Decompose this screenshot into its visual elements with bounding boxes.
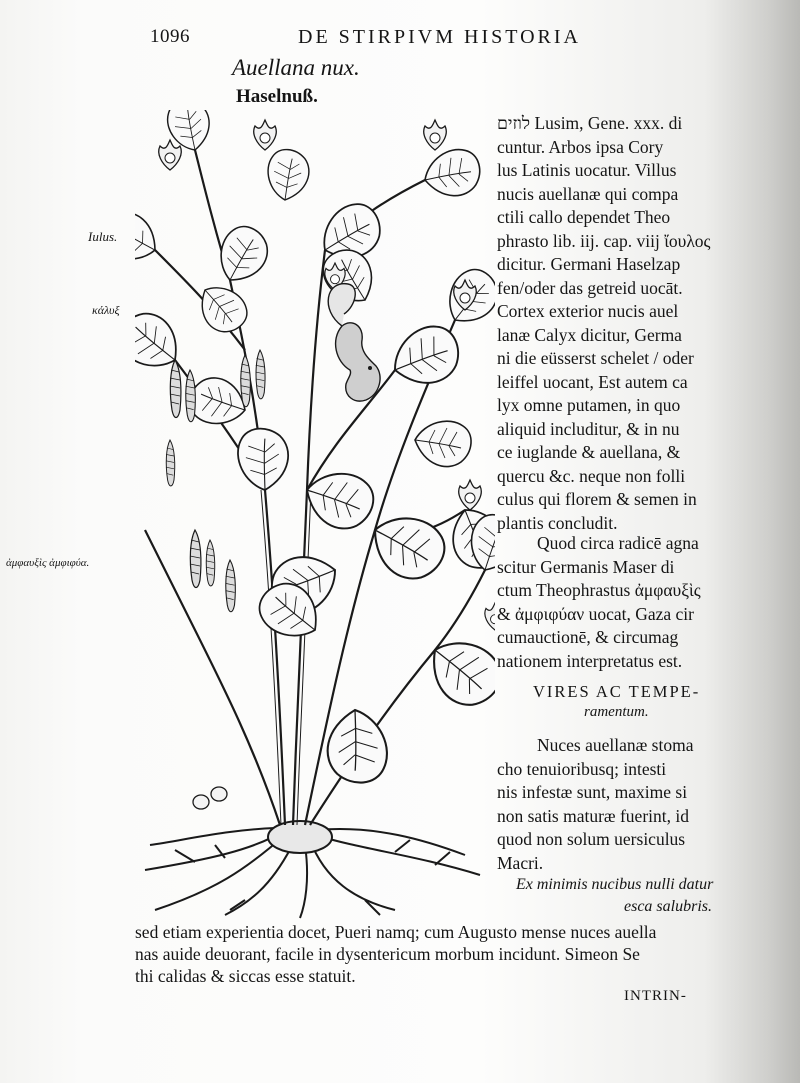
third-line: nis infestæ sunt, maxime si	[497, 782, 688, 802]
third-line: Nuces auellanæ stoma	[537, 735, 694, 755]
section-heading-continuation: ramentum.	[584, 704, 649, 720]
second-line: ctum Theophrastus ἀμφαυξὶς	[497, 580, 701, 600]
second-line: scitur Germanis Maser di	[497, 556, 675, 577]
main-line: dicitur. Germani Haselzap	[497, 254, 681, 274]
running-title: DE STIRPIVM HISTORIA	[298, 26, 581, 48]
margin-note-amphauxis: ἀμφαυξὶς ἀμφιφύα.	[6, 557, 90, 569]
main-line: nucis auellanæ qui compa	[497, 183, 679, 204]
third-line: Macri.	[497, 852, 544, 873]
bottom-text-line-3: thi calidas & siccas esse statuit.	[135, 966, 356, 986]
main-line: ctili callo dependet Theo	[497, 207, 671, 227]
third-line: quod non solum uersiculus	[497, 829, 686, 849]
page-number: 1096	[150, 26, 190, 47]
main-line: Cortex exterior nucis auel	[497, 301, 679, 321]
main-line: leiffel uocant, Est autem ca	[497, 371, 688, 392]
hazel-woodcut-illustration	[135, 110, 495, 922]
second-line: Quod circa radicē agna	[537, 533, 699, 553]
plant-latin-name: Auellana nux.	[232, 55, 360, 80]
main-line: lyx omne putamen, in quo	[497, 395, 681, 415]
main-line: לוזים Lusim, Gene. xxx. di	[497, 113, 683, 133]
main-line: phrasto lib. iij. cap. viij ἴουλος	[497, 230, 711, 251]
third-line: cho tenuioribusq; intesti	[497, 758, 667, 779]
section-heading: VIRES AC TEMPE-	[533, 682, 701, 701]
second-line: cumauctionē, & circumag	[497, 627, 679, 647]
main-line: lanæ Calyx dicitur, Germa	[497, 324, 682, 345]
second-paragraph	[497, 532, 770, 673]
margin-note-iulus: Iulus.	[88, 229, 118, 244]
margin-note-kaluks: κάλυξ	[92, 303, 120, 317]
main-line: culus qui florem & semen in	[497, 489, 697, 509]
main-line: ni die eüsserst schelet / oder	[497, 348, 694, 368]
third-paragraph	[497, 734, 770, 875]
main-line: quercu &c. neque non folli	[497, 465, 686, 486]
squirrel-figure	[328, 284, 380, 401]
bottom-text-line-1: sed etiam experientia docet, Pueri namq; cum Augusto mense nuces auella	[135, 922, 657, 942]
main-text-column	[497, 112, 770, 535]
catchword: INTRIN-	[624, 988, 687, 1004]
main-line: aliquid includitur, & in nu	[497, 418, 680, 439]
plant-german-name: Haselnuß.	[236, 86, 318, 107]
main-line: fen/oder das getreid uocāt.	[497, 277, 683, 298]
main-line: plantis concludit.	[497, 512, 618, 533]
main-line: ce iuglande & auellana, &	[497, 442, 681, 462]
second-line: & ἀμφιφύαν uocat, Gaza cir	[497, 603, 694, 624]
second-line: nationem interpretatus est.	[497, 650, 683, 671]
third-line: non satis maturæ fuerint, id	[497, 805, 689, 826]
main-line: cuntur. Arbos ipsa Cory	[497, 136, 664, 157]
verse-line-1: Ex minimis nucibus nulli datur	[516, 876, 714, 893]
bottom-text-line-2: nas auide deuorant, facile in dysentericum morbum incidunt. Simeon Se	[135, 944, 640, 964]
main-line: lus Latinis uocatur. Villus	[497, 160, 677, 180]
verse-line-2: esca salubris.	[624, 898, 712, 915]
